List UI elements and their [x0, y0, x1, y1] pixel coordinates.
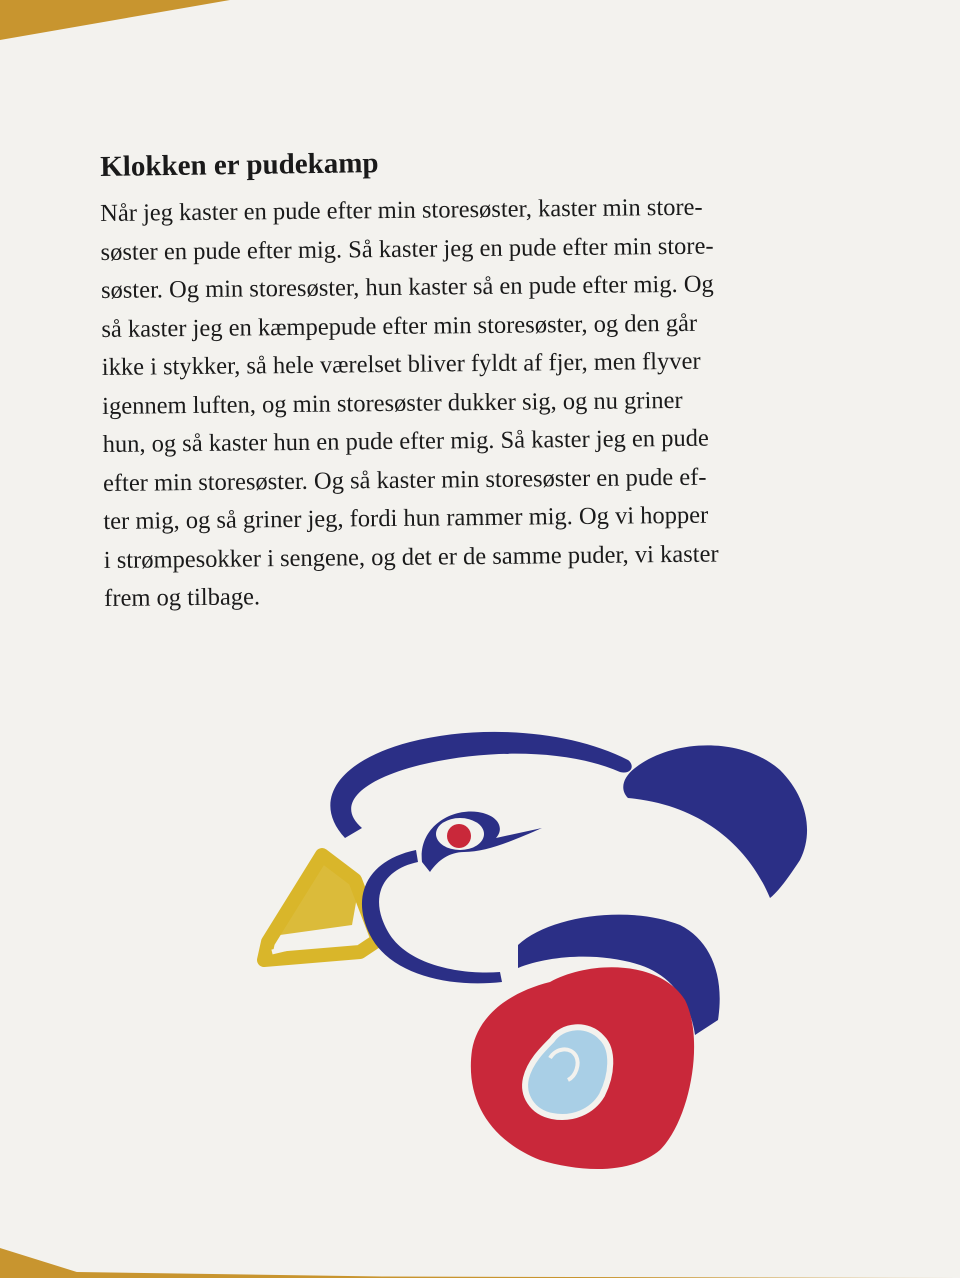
story-line: ter mig, og så griner jeg, fordi hun rammer mig. Og vi hopper — [103, 501, 709, 535]
story-body — [100, 187, 844, 618]
book-edge-top — [0, 0, 230, 40]
story-line: ikke i stykker, så hele værelset bliver fyldt af fjer, men flyver — [101, 347, 701, 381]
book-edge-bottom — [0, 1248, 960, 1278]
bird-neck — [362, 850, 502, 983]
story-line: igennem luften, og min storesøster dukker sig, og nu griner — [102, 386, 683, 420]
story-title: Klokken er pudekamp — [100, 147, 379, 183]
story-line: søster. Og min storesøster, hun kaster så en pude efter mig. Og — [100, 270, 714, 304]
story-line: frem og tilbage. — [104, 583, 261, 612]
story-line: i strømpesokker i sengene, og det er de samme puder, vi kaster — [103, 539, 719, 574]
story-line: søster en pude efter mig. Så kaster jeg en pude efter min store- — [100, 231, 714, 266]
story-line: efter min storesøster. Og så kaster min storesøster en pude ef- — [102, 462, 707, 497]
story-line: så kaster jeg en kæmpepude efter min storesøster, og den går — [101, 309, 698, 343]
story-line: hun, og så kaster hun en pude efter mig. Så kaster jeg en pude — [102, 424, 709, 458]
bird-illustration — [250, 720, 830, 1190]
bird-eye-pupil — [447, 824, 471, 848]
story-line: Når jeg kaster en pude efter min storesøster, kaster min store- — [100, 193, 703, 227]
story-text-block — [100, 147, 840, 618]
bird-wing-upper — [623, 745, 807, 898]
